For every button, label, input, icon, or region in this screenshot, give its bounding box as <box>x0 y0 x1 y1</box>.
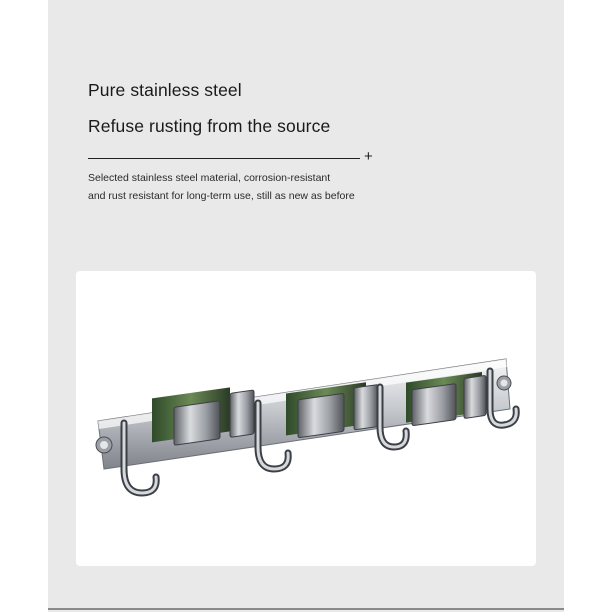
description-line-1: Selected stainless steel material, corrosion-resistant <box>88 172 331 184</box>
description-line-2: and rust resistant for long-term use, still as new as before <box>88 190 355 202</box>
headline-title: Pure stainless steel <box>88 80 242 100</box>
screw-left <box>96 437 112 453</box>
mop-holder-rack-image <box>76 271 536 566</box>
screw-right <box>497 376 511 390</box>
divider-line <box>88 158 360 159</box>
product-image-card <box>76 271 536 566</box>
headline-subtitle: Refuse rusting from the source <box>88 116 331 136</box>
plus-icon: + <box>364 148 373 165</box>
clamp-unit-1 <box>152 387 254 445</box>
bottom-border <box>48 608 564 610</box>
